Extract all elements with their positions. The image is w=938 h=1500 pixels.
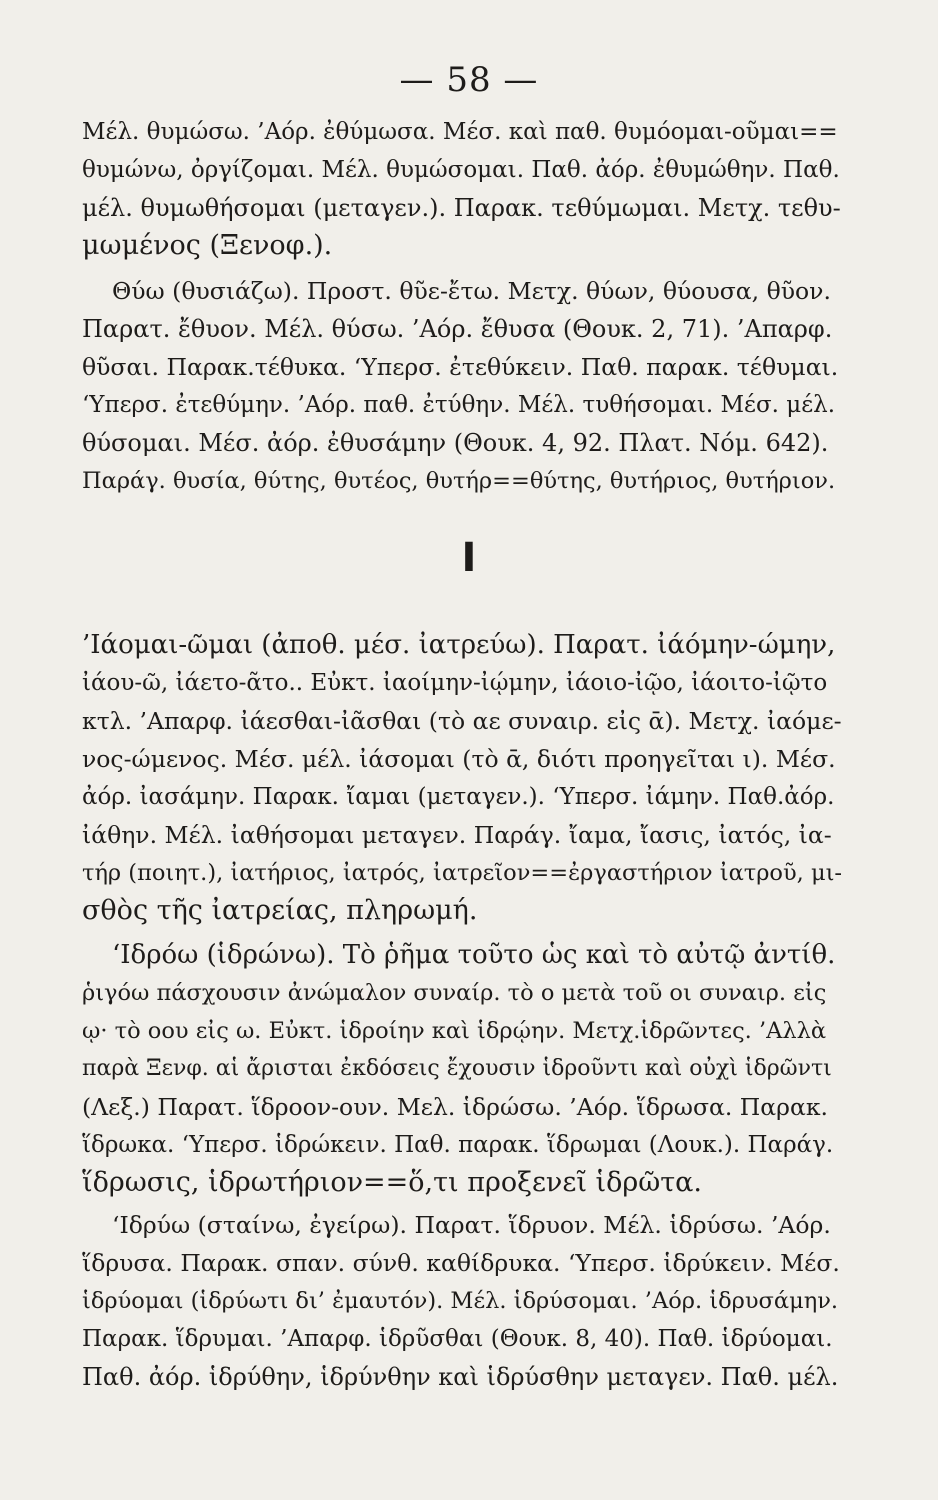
text-line: Παρατ. ἔθυον. Μέλ. θύσω. ’Αόρ. ἔθυσα (Θουκ. 2, 71). ’Απαρφ.: [82, 315, 833, 343]
text-line: Παθ. ἀόρ. ἱδρύθην, ἱδρύνθην καὶ ἱδρύσθην μεταγεν. Παθ. μέλ.: [82, 1363, 839, 1391]
text-line: θύσομαι. Μέσ. ἀόρ. ἐθυσάμην (Θουκ. 4, 92. Πλατ. Νόμ. 642).: [82, 429, 829, 457]
entry-idroo: ‘Ιδρόω (ἱδρώνω). Τὸ ῥῆμα τοῦτο ὡς καὶ τὸ αὐτῷ ἀντίθ.: [112, 940, 836, 970]
section-letter: I: [461, 535, 477, 581]
text-line: ἀόρ. ἰασάμην. Παρακ. ἴαμαι (μεταγεν.). ‘Υπερσ. ἰάμην. Παθ.ἀόρ.: [82, 784, 835, 810]
text-line: μωμένος (Ξενοφ.).: [82, 230, 333, 261]
text-line: μέλ. θυμωθήσομαι (μεταγεν.). Παρακ. τεθύμωμαι. Μετχ. τεθυ-: [82, 194, 841, 222]
text-line: ‘Υπερσ. ἐτεθύμην. ’Αόρ. παθ. ἐτύθην. Μέλ. τυθήσομαι. Μέσ. μέλ.: [82, 392, 836, 418]
text-line: θῦσαι. Παρακ.τέθυκα. ‘Υπερσ. ἐτεθύκειν. Παθ. παρακ. τέθυμαι.: [82, 353, 839, 381]
entry-thyo: Θύω (θυσιάζω). Προστ. θῦε-ἔτω. Μετχ. θύων, θύουσα, θῦον.: [112, 277, 831, 305]
text-line: παρὰ Ξενφ. αἱ ἄρισται ἐκδόσεις ἔχουσιν ἱδροῦντι καὶ οὐχὶ ἱδρῶντι: [82, 1056, 832, 1081]
entry-idryo: ‘Ιδρύω (σταίνω, ἐγείρω). Παρατ. ἵδρυον. Μέλ. ἱδρύσω. ’Αόρ.: [112, 1211, 831, 1239]
page-number: — 58 —: [399, 60, 539, 100]
text-line: νος-ώμενος. Μέσ. μέλ. ἰάσομαι (τὸ ᾱ, διότι προηγεῖται ι). Μέσ.: [82, 745, 836, 773]
text-line: θυμώνω, ὀργίζομαι. Μέλ. θυμώσομαι. Παθ. ἀόρ. ἐθυμώθην. Παθ.: [82, 157, 840, 183]
text-line: Μέλ. θυμώσω. ’Αόρ. ἐθύμωσα. Μέσ. καὶ παθ. θυμόομαι-οῦμαι==: [82, 119, 838, 145]
text-line: (Λεξ.) Παρατ. ἵδροον-ουν. Μελ. ἱδρώσω. ’Αόρ. ἵδρωσα. Παρακ.: [82, 1093, 829, 1121]
text-line: Παράγ. θυσία, θύτης, θυτέος, θυτήρ==θύτης, θυτήριος, θυτήριον.: [82, 468, 836, 494]
text-line: ἱδρύομαι (ἱδρύωτι δι’ ἐμαυτόν). Μέλ. ἱδρύσομαι. ’Αόρ. ἱδρυσάμην.: [82, 1288, 839, 1314]
text-line: κτλ. ’Απαρφ. ἰάεσθαι-ἰᾶσθαι (τὸ αε συναιρ. εἰς ᾱ). Μετχ. ἰαόμε-: [82, 707, 842, 735]
text-line: Παρακ. ἵδρυμαι. ’Απαρφ. ἱδρῦσθαι (Θουκ. 8, 40). Παθ. ἱδρύομαι.: [82, 1326, 833, 1352]
text-line: ἰάθην. Μέλ. ἰαθήσομαι μεταγεν. Παράγ. ἴαμα, ἴασις, ἰατός, ἰα-: [82, 821, 832, 849]
text-line: ῳ· τὸ οου εἰς ω. Εὐκτ. ἱδροίην καὶ ἱδρῴην. Μετχ.ἱδρῶντες. ’Αλλὰ: [82, 1018, 827, 1044]
text-line: ῥιγόω πάσχουσιν ἀνώμαλον συναίρ. τὸ ο μετὰ τοῦ οι συναιρ. εἰς: [82, 980, 827, 1006]
text-line: ἰάου-ῶ, ἰάετο-ᾶτο.. Εὐκτ. ἰαοίμην-ἰῴμην, ἰάοιο-ἰῷο, ἰάοιτο-ἰῷτο: [82, 670, 828, 696]
text-line: τήρ (ποιητ.), ἰατήριος, ἰατρός, ἰατρεῖον==ἐργαστήριον ἰατροῦ, μι-: [82, 860, 843, 886]
text-line: σθὸς τῆς ἰατρείας, πληρωμή.: [82, 895, 478, 926]
text-line: ἵδρωκα. ‘Υπερσ. ἱδρώκειν. Παθ. παρακ. ἵδρωμαι (Λουκ.). Παράγ.: [82, 1132, 834, 1158]
text-line: ἵδρωσις, ἱδρωτήριον==ὅ,τι προξενεῖ ἱδρῶτα.: [82, 1167, 702, 1198]
entry-iaomai: ’Ιάομαι-ῶμαι (ἀποθ. μέσ. ἰατρεύω). Παρατ. ἰάόμην-ώμην,: [82, 630, 836, 660]
text-line: ἵδρυσα. Παρακ. σπαν. σύνθ. καθίδρυκα. ‘Υπερσ. ἱδρύκειν. Μέσ.: [82, 1249, 840, 1277]
